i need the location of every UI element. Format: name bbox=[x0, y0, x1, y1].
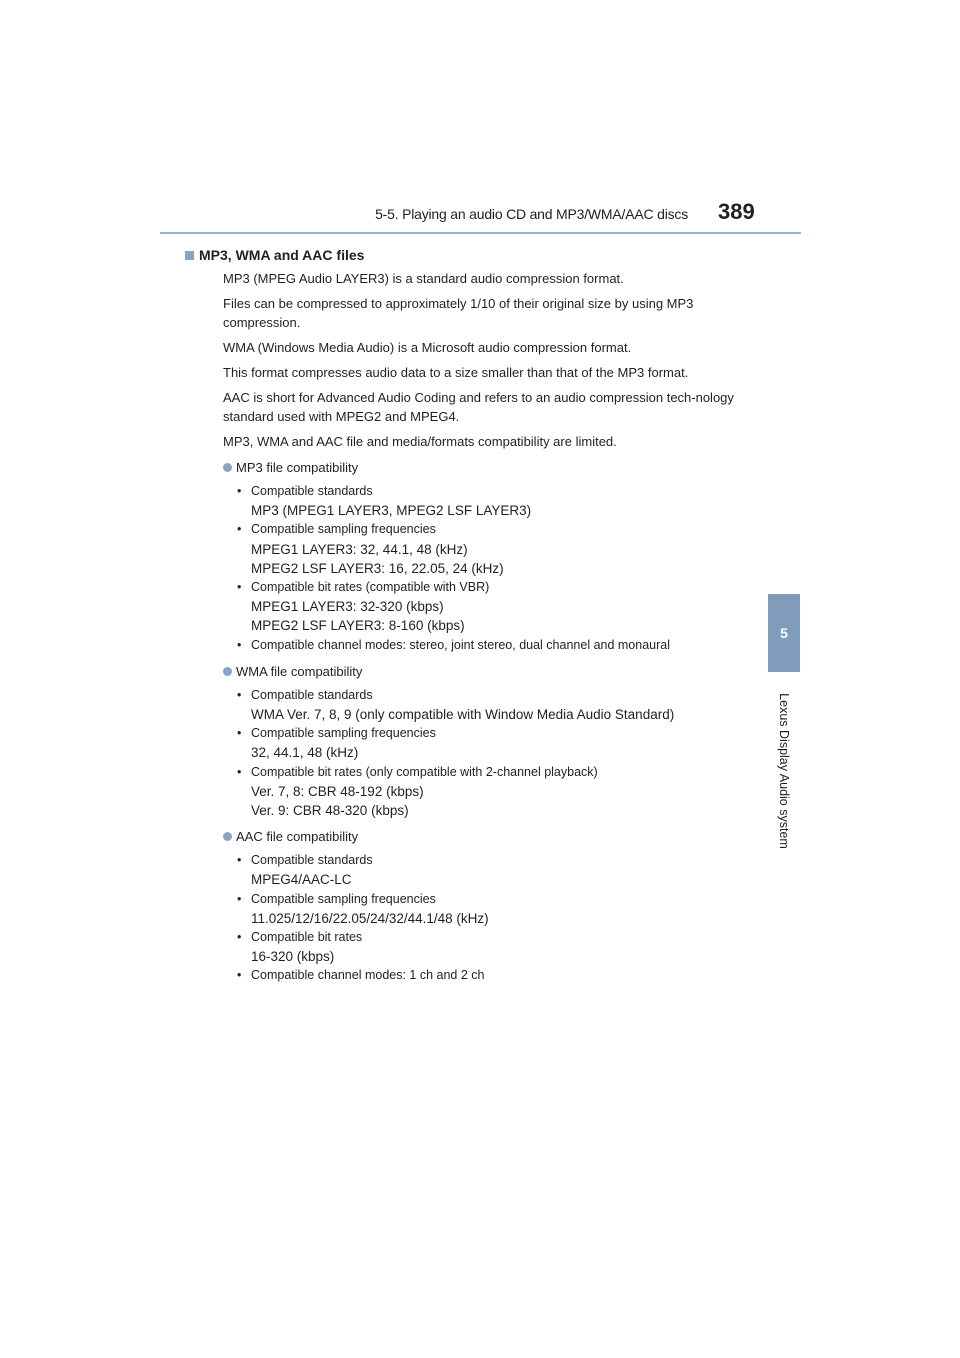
wma-compatibility-heading: WMA file compatibility bbox=[223, 662, 755, 681]
list-item: • Compatible channel modes: stereo, joint stereo, dual channel and monaural bbox=[237, 636, 755, 655]
header-divider bbox=[160, 232, 801, 234]
chapter-tab bbox=[768, 594, 800, 672]
list-item: • Compatible standards MPEG4/AAC-LC bbox=[237, 853, 373, 888]
section-heading-text: MP3, WMA and AAC files bbox=[199, 247, 365, 263]
list-item: • Compatible bit rates (compatible with VBR) MPEG1 LAYER3: 32-320 (kbps) MPEG2 LSF LAYER3: 8-160 (kbps) bbox=[237, 580, 490, 634]
aac-compatibility-heading: AAC file compatibility bbox=[223, 827, 755, 846]
paragraph: AAC is short for Advanced Audio Coding and refers to an audio compression tech-nology standard used with MPEG2 and MPEG4. bbox=[223, 390, 734, 424]
chapter-side-label bbox=[772, 683, 796, 858]
bullet-dot-icon: • bbox=[237, 687, 242, 702]
list-item: • Compatible bit rates (only compatible with 2-channel playback) Ver. 7, 8: CBR 48-192 (kbps) Ver. 9: CBR 48-320 (kbps) bbox=[237, 764, 598, 819]
paragraph: Files can be compressed to approximately 1/10 of their original size by using MP3 compression. bbox=[223, 296, 694, 330]
circle-bullet-icon bbox=[223, 463, 232, 472]
list-item: • Compatible sampling frequencies 11.025/12/16/22.05/24/32/44.1/48 (kHz) bbox=[237, 891, 489, 926]
paragraph: MP3, WMA and AAC file and media/formats compatibility are limited. bbox=[223, 434, 617, 449]
paragraph: WMA (Windows Media Audio) is a Microsoft audio compression format. bbox=[223, 340, 632, 355]
mp3-compatibility-heading: MP3 file compatibility bbox=[223, 458, 755, 477]
list-item: • Compatible standards WMA Ver. 7, 8, 9 (only compatible with Window Media Audio Standard) bbox=[237, 687, 675, 723]
list-item: • Compatible bit rates 16-320 (kbps) bbox=[237, 930, 363, 965]
page-number: 389 bbox=[718, 199, 755, 224]
section-heading bbox=[185, 245, 755, 265]
bullet-dot-icon: • bbox=[237, 522, 242, 537]
bullet-dot-icon: • bbox=[237, 853, 242, 868]
paragraph: This format compresses audio data to a size smaller than that of the MP3 format. bbox=[223, 365, 689, 380]
bullet-dot-icon: • bbox=[237, 484, 242, 498]
bullet-dot-icon: • bbox=[237, 726, 242, 741]
bullet-dot-icon: • bbox=[237, 891, 242, 906]
circle-bullet-icon bbox=[223, 667, 232, 676]
chapter-title: 5-5. Playing an audio CD and MP3/WMA/AAC discs bbox=[375, 206, 688, 222]
square-bullet-icon bbox=[185, 251, 194, 260]
bullet-dot-icon: • bbox=[237, 764, 242, 779]
bullet-dot-icon: • bbox=[237, 580, 242, 595]
chapter-tab-number: 5 bbox=[780, 625, 788, 641]
paragraph: MP3 (MPEG Audio LAYER3) is a standard audio compression format. bbox=[223, 271, 624, 286]
chapter-side-label-text: Lexus Display Audio system bbox=[777, 692, 792, 849]
page-content bbox=[185, 245, 755, 986]
circle-bullet-icon bbox=[223, 832, 232, 841]
list-item: • Compatible sampling frequencies MPEG1 LAYER3: 32, 44.1, 48 (kHz) MPEG2 LSF LAYER3: 16, 22.05, 24 (kHz) bbox=[237, 522, 504, 576]
list-item: • Compatible channel modes: 1 ch and 2 ch bbox=[237, 966, 755, 985]
list-item: • Compatible sampling frequencies 32, 44.1, 48 (kHz) bbox=[237, 726, 436, 761]
list-item: • Compatible standards MP3 (MPEG1 LAYER3, MPEG2 LSF LAYER3) bbox=[237, 484, 532, 519]
bullet-dot-icon: • bbox=[237, 637, 242, 652]
bullet-dot-icon: • bbox=[237, 930, 242, 945]
bullet-dot-icon: • bbox=[237, 968, 242, 983]
